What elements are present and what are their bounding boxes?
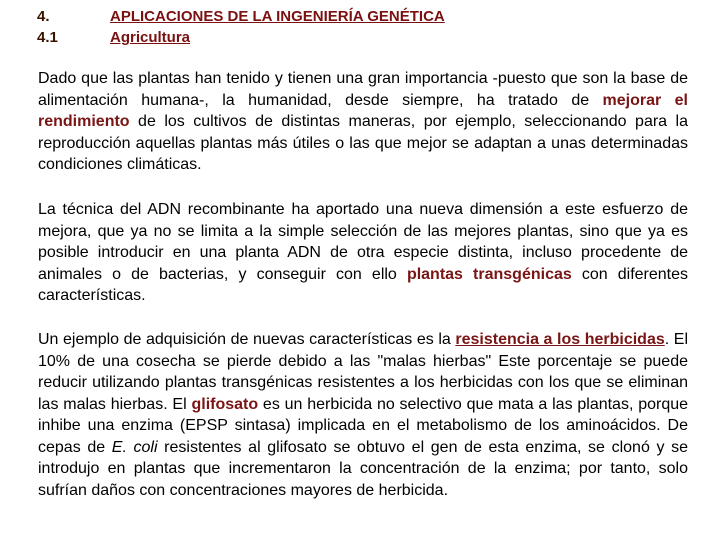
text: La técnica del ADN recombinante ha aportado una nueva dimensión a este esfuerzo de mejora, que ya no se limita a la simple selección de las mejores plantas, sino que ya es posible introducir en una planta ADN de otra especie distinta, incluso procedente de animales o de bacterias, y conseguir con ello bbox=[38, 201, 688, 283]
subsection-title: Agricultura bbox=[110, 29, 191, 46]
text: es un herbicida no selectivo que mata a las plantas, porque inhibe una enzima (EPSP sintasa) implicada en el metabolismo de los aminoácidos. De cepas de bbox=[38, 395, 689, 456]
paragraph-adn-recombinante bbox=[38, 199, 688, 307]
paragraph-intro bbox=[38, 68, 688, 176]
text: con diferentes características. bbox=[38, 265, 689, 304]
text: Dado que las plantas han tenido y tienen una gran importancia -puesto que son la base de alimentación humana-, la humanidad, desde siempre, ha tratado de bbox=[38, 70, 688, 109]
highlight-mejorar-rendimiento: mejorar el rendimiento bbox=[38, 91, 688, 130]
paragraph-herbicidas bbox=[38, 329, 688, 501]
section-number: 4. bbox=[37, 8, 50, 25]
text: de los cultivos de distintas maneras, por ejemplo, seleccionando para la reproducción aquellas plantas más útiles o las que mejor se adaptan a unas determinadas condiciones climáticas. bbox=[38, 113, 688, 173]
heading-row-2 bbox=[37, 27, 445, 48]
species-name-ecoli: E. coli bbox=[111, 438, 158, 456]
text: resistentes al glifosato se obtuvo el gen de esta enzima, se clonó y se introdujo en plantas que incrementaron la concentración de la enzima; por tanto, solo sufrían daños con concentraciones mayores de herbicida. bbox=[38, 438, 688, 499]
heading-row-1 bbox=[37, 6, 445, 27]
highlight-resistencia-herbicidas: resistencia a los herbicidas bbox=[455, 331, 665, 348]
section-heading bbox=[37, 6, 445, 48]
highlight-glifosato: glifosato bbox=[191, 395, 259, 413]
highlight-plantas-transgenicas: plantas transgénicas bbox=[406, 265, 572, 283]
text: . El 10% de una cosecha se pierde debido a las "malas hierbas" Este porcentaje se puede reducir utilizando plantas transgénicas resistentes a los herbicidas con los que se eliminan las malas hierbas. El bbox=[38, 331, 688, 413]
section-title: APLICACIONES DE LA INGENIERÍA GENÉTICA bbox=[110, 8, 445, 25]
subsection-number: 4.1 bbox=[37, 29, 58, 46]
text: Un ejemplo de adquisición de nuevas características es la bbox=[38, 331, 456, 348]
